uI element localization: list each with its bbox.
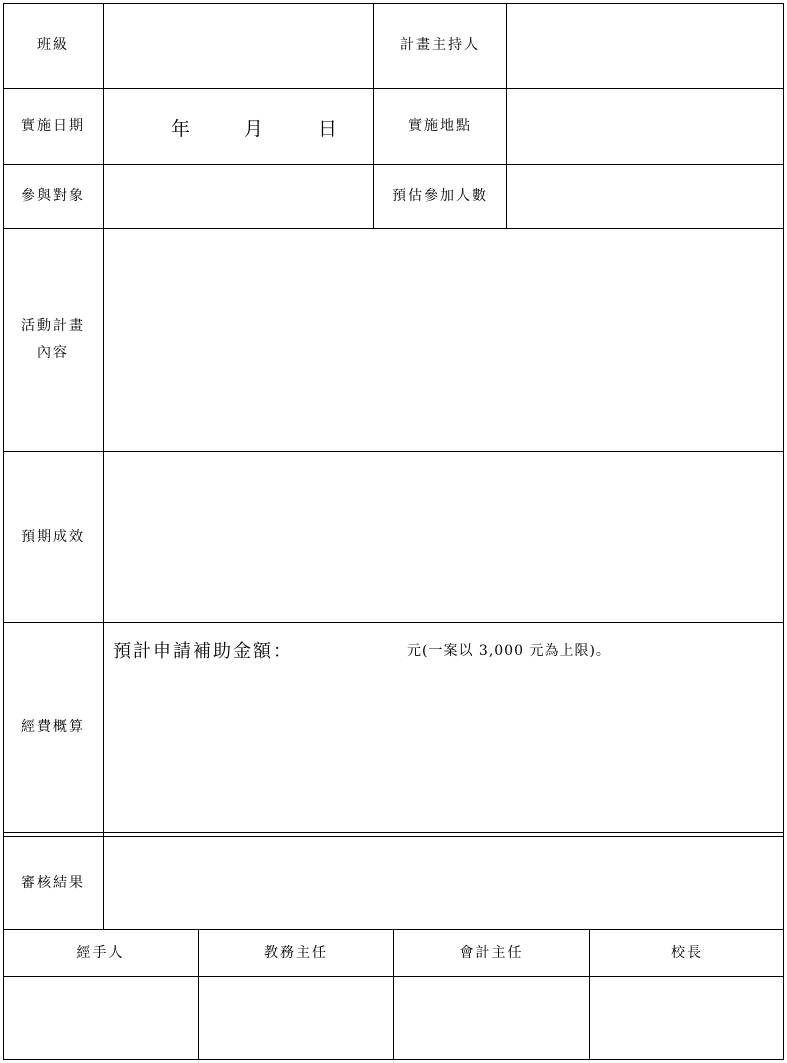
count-value[interactable] xyxy=(507,165,784,228)
host-value[interactable] xyxy=(507,3,784,88)
signature-header-accounting: 會計主任 xyxy=(459,944,524,961)
place-label: 實施地點 xyxy=(408,118,472,134)
date-label: 實施日期 xyxy=(21,118,85,134)
review-label: 審核結果 xyxy=(21,874,85,891)
outcome-value[interactable] xyxy=(104,452,784,622)
signature-box-accounting[interactable] xyxy=(394,977,589,1060)
host-label: 計畫主持人 xyxy=(400,37,480,53)
budget-limit-note: 元(一案以 3,000 元為上限)。 xyxy=(407,643,611,659)
content-label xyxy=(3,229,103,451)
count-label: 預估參加人數 xyxy=(392,188,488,204)
signature-box-principal[interactable] xyxy=(590,977,784,1060)
class-value[interactable] xyxy=(104,3,373,88)
date-year-unit: 年 xyxy=(171,118,191,140)
signature-box-handler[interactable] xyxy=(3,977,198,1060)
date-month-unit: 月 xyxy=(244,118,264,140)
content-label-line1: 活動計畫 xyxy=(21,318,85,334)
target-value[interactable] xyxy=(104,165,373,228)
signature-header-handler: 經手人 xyxy=(76,944,125,961)
class-label: 班級 xyxy=(37,37,69,53)
outcome-label: 預期成效 xyxy=(21,528,85,545)
review-value[interactable] xyxy=(104,837,784,929)
date-day-unit: 日 xyxy=(318,118,338,140)
budget-label: 經費概算 xyxy=(21,719,85,735)
signature-header-academic: 教務主任 xyxy=(264,944,328,961)
content-label-line2: 內容 xyxy=(37,345,69,361)
signature-box-academic[interactable] xyxy=(199,977,393,1060)
row-divider xyxy=(3,832,784,833)
content-value[interactable] xyxy=(104,229,784,451)
place-value[interactable] xyxy=(507,89,784,164)
target-label: 參與對象 xyxy=(21,188,85,204)
signature-header-principal: 校長 xyxy=(671,944,703,961)
budget-amount-text: 預計申請補助金額： xyxy=(113,641,293,662)
